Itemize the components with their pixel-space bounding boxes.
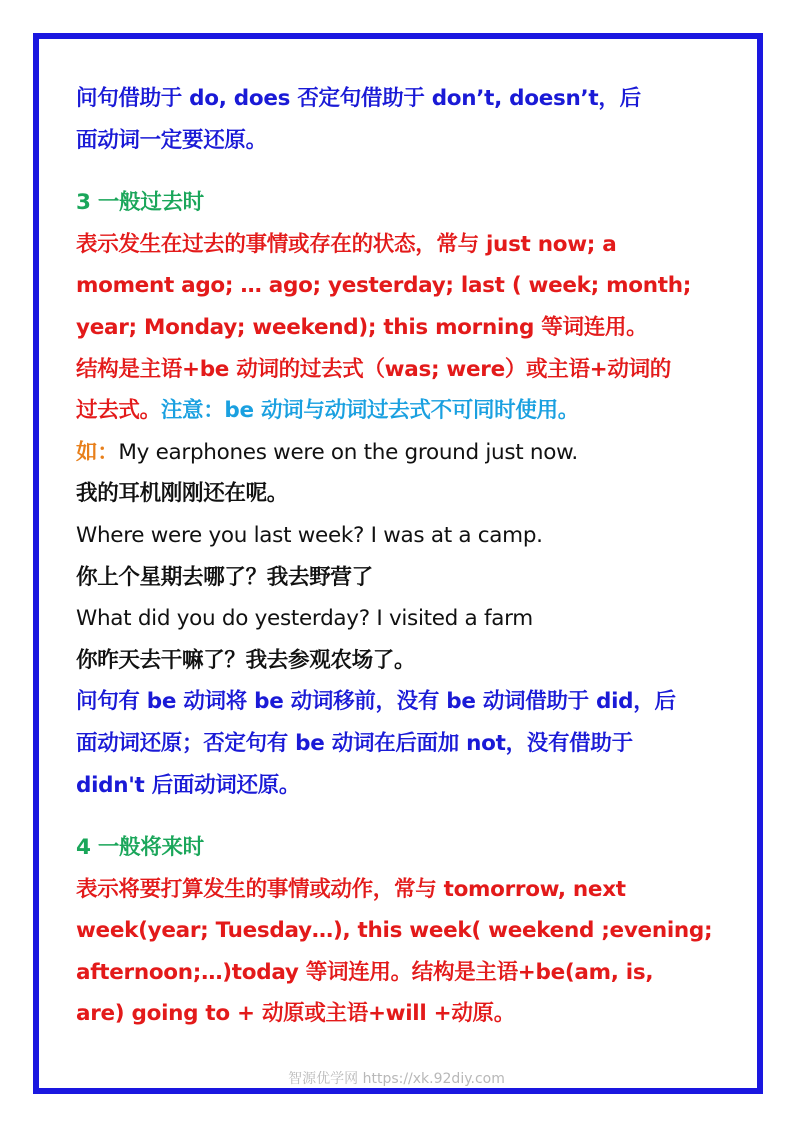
- structure-end: 过去式。: [76, 398, 161, 424]
- section3-rule-1: 问句有 be 动词将 be 动词移前，没有 be 动词借助于 did，后: [76, 689, 676, 715]
- section3-structure-note: [76, 390, 736, 432]
- footer-watermark: 智源优学网 https://xk.92diy.com: [288, 1071, 505, 1087]
- intro-line-1: 问句借助于 do, does 否定句借助于 don’t, doesn’t，后: [76, 86, 641, 111]
- example-3-en: What did you do yesterday? I visited a farm: [76, 606, 533, 632]
- section4-desc-3: afternoon;…)today 等词连用。结构是主语+be(am, is,: [76, 959, 654, 985]
- section3-rule-2: 面动词还原；否定句有 be 动词在后面加 not，没有借助于: [76, 730, 633, 756]
- example-3-zh: 你昨天去干嘛了？我去参观农场了。: [76, 647, 416, 673]
- example-1-en-row: [76, 432, 736, 474]
- section3-desc-3: year; Monday; weekend); this morning 等词连用。: [76, 314, 648, 340]
- section3-desc-2: moment ago; … ago; yesterday; last ( week; month;: [76, 273, 692, 299]
- section3-desc-1: 表示发生在过去的事情或存在的状态，常与 just now; a: [76, 231, 617, 257]
- section4-desc-1: 表示将要打算发生的事情或动作，常与 tomorrow, next: [76, 876, 626, 902]
- section4-heading: 4 一般将来时: [76, 835, 204, 861]
- example-2-zh: 你上个星期去哪了？我去野营了: [76, 564, 373, 590]
- note-text: 注意：be 动词与动词过去式不可同时使用。: [160, 398, 579, 424]
- example-1-zh: 我的耳机刚刚还在呢。: [76, 481, 289, 507]
- section4-desc-4: are) going to + 动原或主语+will +动原。: [76, 1001, 515, 1027]
- example-2-en: Where were you last week? I was at a camp.: [76, 522, 543, 548]
- section3-desc-4: 结构是主语+be 动词的过去式（was; were）或主语+动词的: [76, 356, 671, 382]
- section3-rule-3: didn't 后面动词还原。: [76, 772, 301, 798]
- example-label: 如：: [76, 439, 119, 465]
- section4-desc-2: week(year; Tuesday…), this week( weekend ;evening;: [76, 918, 713, 944]
- example-1-en: My earphones were on the ground just now.: [118, 439, 578, 465]
- section3-heading: 3 一般过去时: [76, 190, 204, 216]
- intro-line-2: 面动词一定要还原。: [76, 127, 267, 153]
- document-body: [76, 78, 736, 1035]
